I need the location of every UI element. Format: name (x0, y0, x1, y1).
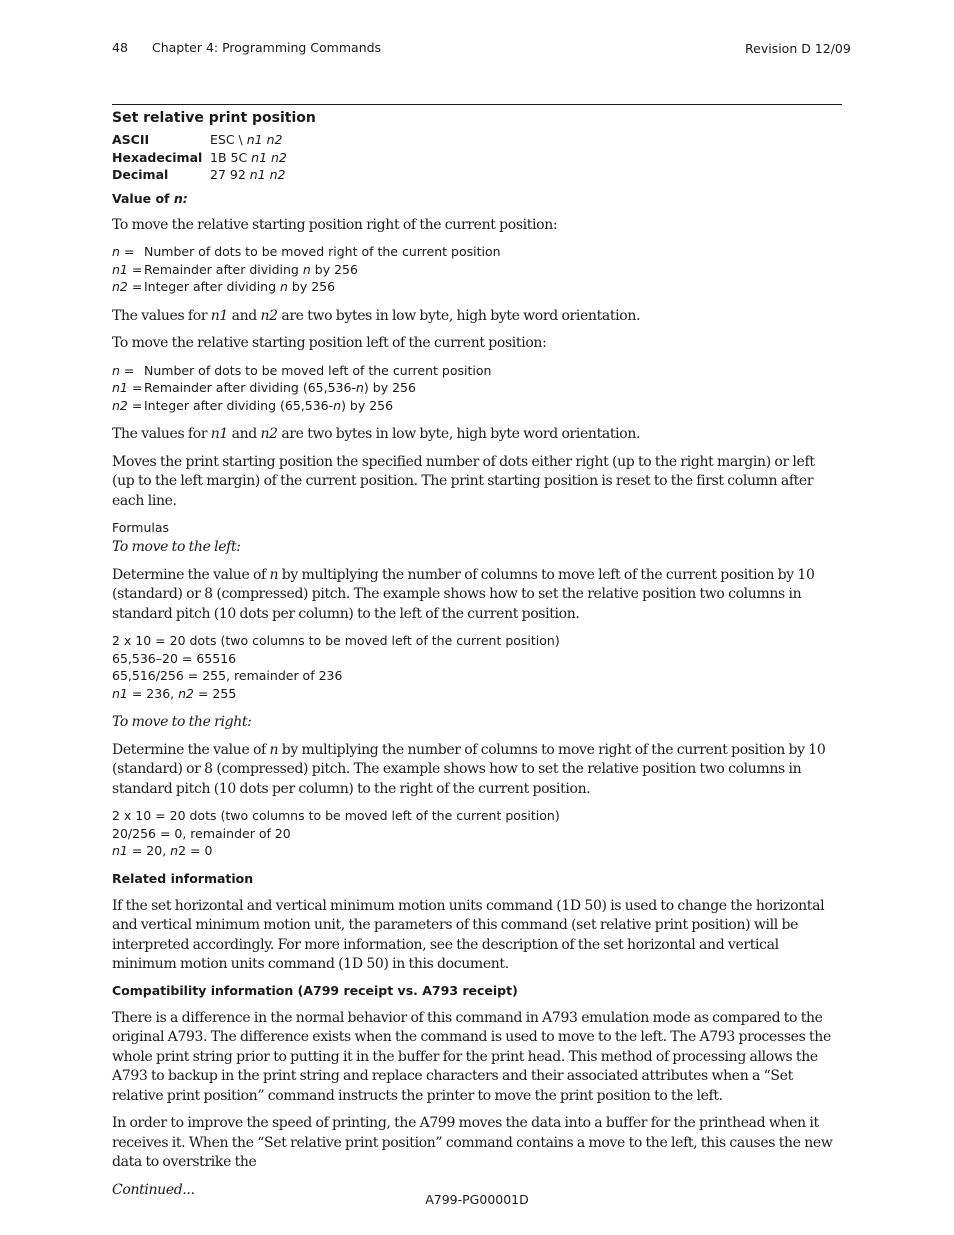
code-label: Decimal (112, 167, 169, 182)
code-label: ASCII (112, 132, 150, 147)
section-title: Set relative print position (112, 110, 316, 126)
example-line: 65,516/256 = 255, remainder of 236 (112, 668, 343, 683)
chapter-title: Chapter 4: Programming Commands (152, 40, 382, 55)
compatibility-paragraph-1: There is a difference in the normal behavior of this command in A793 emulation mode as compared to the original A793. The difference exists when the command is used to move to the left. The A793 processes the whole print string prior to putting it in the buffer for the print head. This method of processing allows the A793 to backup in the print string and replace characters and their associated attributes when a “Set relative print position” command instructs the printer to move the print position to the left. (112, 1009, 831, 1104)
bytes-note: The values for n1 and n2 are two bytes in low byte, high byte word orientation. (112, 426, 641, 442)
code-row-ascii (112, 131, 287, 149)
formulas-label: Formulas (112, 520, 170, 535)
value-of-n-heading: Value of n: (112, 190, 188, 206)
bytes-note: The values for n1 and n2 are two bytes in low byte, high byte word orientation. (112, 307, 641, 324)
code-label: Hexadecimal (112, 149, 203, 165)
compatibility-paragraph-2: In order to improve the speed of printing, the A799 moves the data into a buffer for the printhead when it receives it. When the “Set relative print position” command contains a move to the left, this causes the new data to overstrike the (112, 1115, 833, 1170)
code-params: n1 n2 (246, 132, 283, 147)
example-line: 20/256 = 0, remainder of 20 (112, 825, 291, 841)
header-rule (112, 104, 842, 105)
example-line: 65,536–20 = 65516 (112, 650, 237, 666)
definition-line: n = Number of dots to be moved right of the current position (112, 244, 501, 259)
right-intro: To move the relative starting position right of the current position: (112, 216, 558, 233)
footer-doc-id: A799-PG00001D (425, 1192, 529, 1207)
command-codes-table (112, 131, 287, 184)
definition-line: n1 = Remainder after dividing (65,536-n) by 256 (112, 380, 416, 395)
code-params: n1 n2 (251, 149, 287, 165)
to-left-paragraph: Determine the value of n by multiplying the number of columns to move left of the current position by 10 (standard) or 8 (compressed) pitch. The example shows how to set the relative position two columns in standard pitch (10 dots per column) to the left of the current position. (112, 566, 815, 622)
left-definitions (112, 362, 837, 415)
code-value: 27 92 n1 n2 (210, 167, 286, 182)
right-definitions (112, 243, 837, 296)
example-line: 2 x 10 = 20 dots (two columns to be moved left of the current position) (112, 808, 560, 823)
definition-line: n2 = Integer after dividing (65,536-n) by 256 (112, 397, 394, 413)
code-row-decimal (112, 166, 287, 184)
to-right-paragraph: Determine the value of n by multiplying the number of columns to move right of the current position by 10 (standard) or 8 (compressed) pitch. The example shows how to set the relative position two columns in standard pitch (10 dots per column) to the right of the current position. (112, 741, 826, 797)
code-row-hex (112, 149, 287, 167)
compatibility-heading: Compatibility information (A799 receipt vs. A793 receipt) (112, 982, 518, 998)
to-left-label: To move to the left: (112, 539, 241, 555)
example-line: 2 x 10 = 20 dots (two columns to be moved left of the current position) (112, 633, 560, 648)
continued-label: Continued... (112, 1181, 195, 1198)
related-information-heading: Related information (112, 870, 254, 886)
related-information-paragraph: If the set horizontal and vertical minimum motion units command (1D 50) is used to change the horizontal and vertical minimum motion unit, the parameters of this command (set relative print position) will be interpreted accordingly. For more information, see the description of the set horizontal and vertical minimum motion units command (1D 50) in this document. (112, 897, 825, 972)
definition-line: n = Number of dots to be moved left of the current position (112, 362, 492, 378)
revision-label: Revision D 12/09 (745, 41, 851, 56)
code-value: 1B 5C n1 n2 (210, 149, 287, 165)
definition-line: n2 = Integer after dividing n by 256 (112, 279, 336, 294)
to-right-label: To move to the right: (112, 714, 252, 730)
page-number: 48 (112, 40, 128, 55)
code-params: n1 n2 (249, 167, 286, 182)
definition-line: n1 = Remainder after dividing n by 256 (112, 261, 358, 277)
page-content (112, 110, 837, 1208)
description-paragraph: Moves the print starting position the specified number of dots either right (up to the right margin) or left (up to the left margin) of the current position. The print starting position is reset to the first column after each line. (112, 453, 815, 509)
code-value: ESC \ n1 n2 (210, 132, 283, 147)
example-line: n1 = 20, n2 = 0 (112, 843, 213, 858)
example-line: n1 = 236, n2 = 255 (112, 685, 237, 701)
right-example (112, 807, 837, 860)
left-intro: To move the relative starting position left of the current position: (112, 335, 547, 351)
left-example (112, 632, 837, 702)
